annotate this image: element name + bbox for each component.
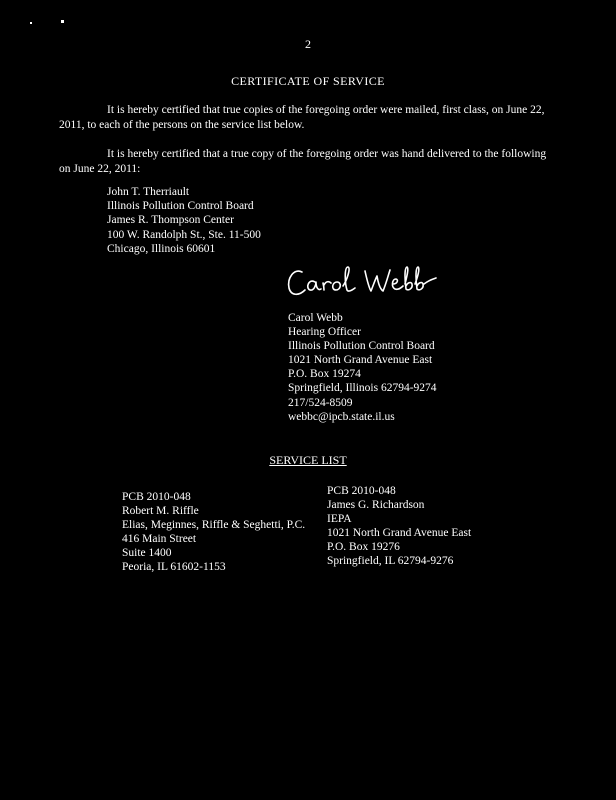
officer-email: webbc@ipcb.state.il.us (288, 410, 395, 423)
party-name: James G. Richardson (327, 499, 425, 512)
paragraph-text: It is hereby certified that a true copy of the foregoing order was hand delivered to the following on June 22, 2011: (59, 148, 547, 175)
service-list-title: SERVICE LIST (269, 453, 347, 467)
address-line: Illinois Pollution Control Board (107, 200, 254, 213)
paragraph-text: It is hereby certified that true copies of the foregoing order were mailed, first class, on June 22, 2011, to each of the persons on the service list below. (59, 104, 545, 131)
scan-speck (61, 20, 64, 23)
certification-paragraph-mail (59, 103, 559, 133)
certificate-title: CERTIFICATE OF SERVICE (231, 74, 385, 88)
party-agency: IEPA (327, 513, 352, 526)
officer-title: Hearing Officer (288, 326, 361, 339)
address-line: John T. Therriault (107, 186, 190, 198)
scan-speck (30, 22, 32, 24)
case-number: PCB 2010-048 (327, 485, 396, 497)
address-line: P.O. Box 19276 (327, 541, 400, 554)
address-line: Springfield, Illinois 62794-9274 (288, 382, 437, 395)
address-line: P.O. Box 19274 (288, 368, 361, 381)
address-line: 1021 North Grand Avenue East (288, 354, 433, 367)
party-name: Robert M. Riffle (122, 505, 199, 518)
address-line: James R. Thompson Center (107, 214, 234, 227)
address-line: Springfield, IL 62794-9276 (327, 555, 454, 568)
officer-phone: 217/524-8509 (288, 396, 353, 409)
page-number: 2 (305, 37, 311, 51)
address-line: Suite 1400 (122, 547, 172, 560)
service-list-entry-right (327, 484, 471, 569)
officer-organization: Illinois Pollution Control Board (288, 340, 435, 353)
address-line: 100 W. Randolph St., Ste. 11-500 (107, 228, 261, 241)
certification-paragraph-hand (59, 147, 559, 177)
address-line: 416 Main Street (122, 533, 197, 546)
address-line: Chicago, Illinois 60601 (107, 242, 216, 255)
address-line: 1021 North Grand Avenue East (327, 527, 472, 540)
case-number: PCB 2010-048 (122, 491, 191, 503)
handwritten-signature (285, 262, 445, 306)
address-line: Peoria, IL 61602-1153 (122, 561, 226, 574)
officer-name: Carol Webb (288, 312, 343, 324)
recipient-address (107, 185, 261, 256)
party-firm: Elias, Meginnes, Riffle & Seghetti, P.C. (122, 519, 306, 532)
hearing-officer-block (288, 311, 437, 424)
service-list-entry-left (122, 490, 305, 575)
